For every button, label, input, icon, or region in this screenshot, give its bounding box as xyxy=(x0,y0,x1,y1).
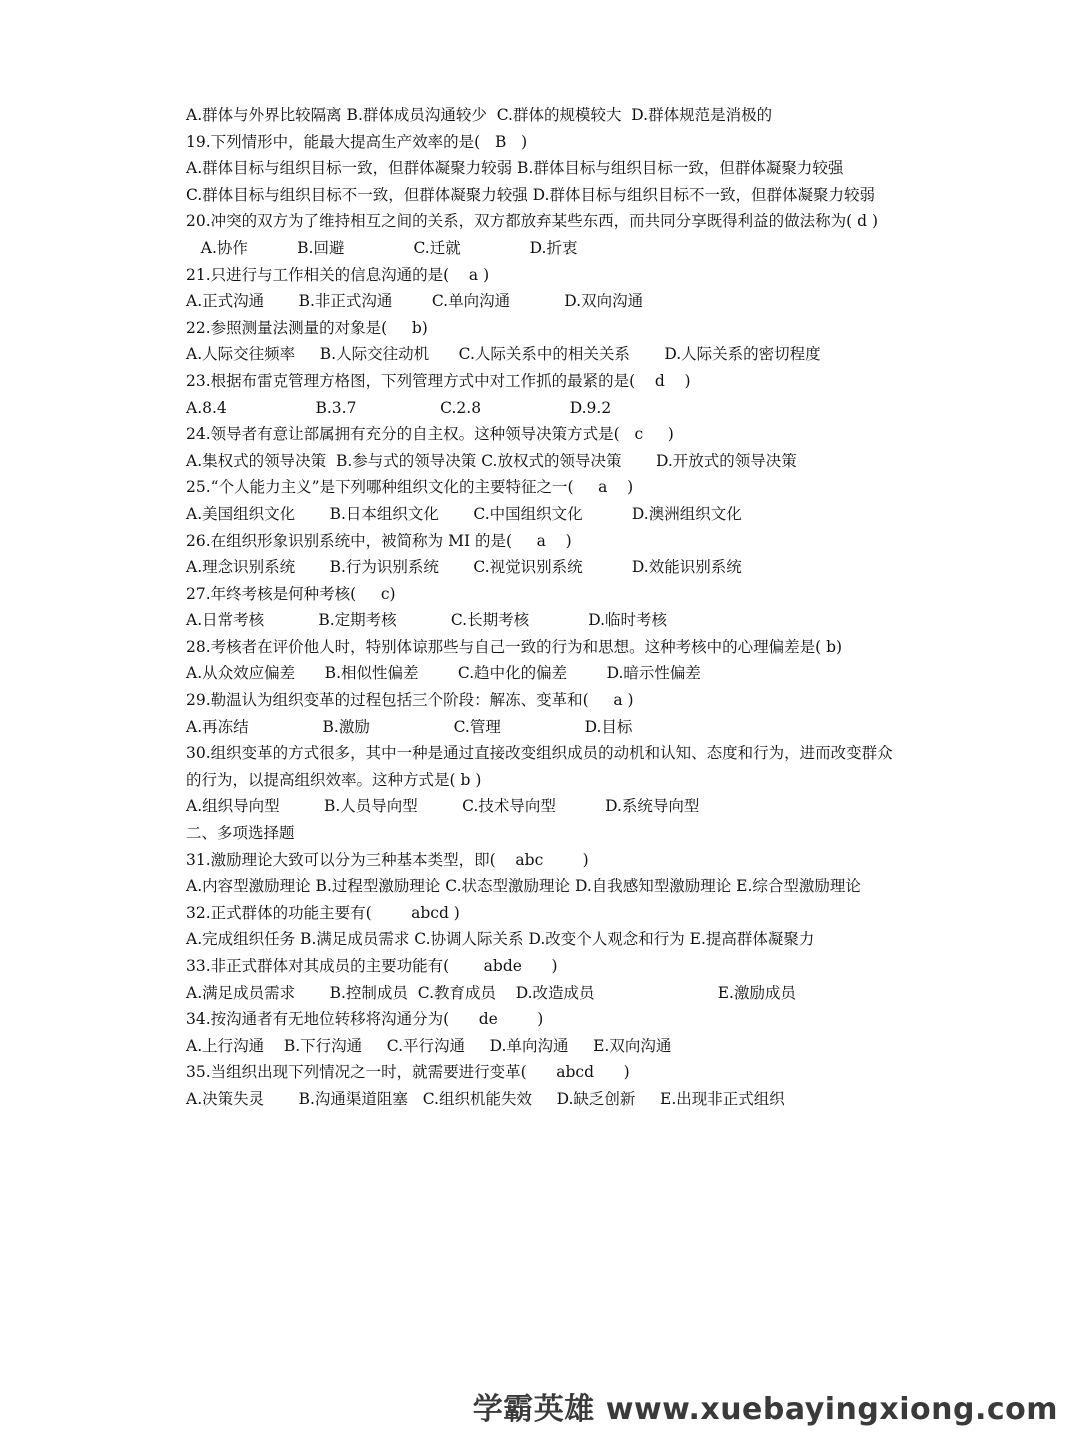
text-line: A.满足成员需求 B.控制成员 C.教育成员 D.改造成员 E.激励成员 xyxy=(186,983,796,1002)
text-line: A.上行沟通 B.下行沟通 C.平行沟通 D.单向沟通 E.双向沟通 xyxy=(186,1036,672,1055)
question-29: 29.勒温认为组织变革的过程包括三个阶段：解冻、变革和( a ) xyxy=(186,691,634,710)
document-body xyxy=(186,102,906,1113)
question-33: 33.非正式群体对其成员的主要功能有( abde ) xyxy=(186,957,558,975)
question-30: 30.组织变革的方式很多，其中一种是通过直接改变组织成员的动机和认知、态度和行为，进而改变群众的行为，以提高组织效率。这种方式是( b ) xyxy=(186,744,893,789)
text-line: A.再冻结 B.激励 C.管理 D.目标 xyxy=(186,717,633,736)
question-23: 23.根据布雷克管理方格图，下列管理方式中对工作抓的最紧的是( d ) xyxy=(186,371,691,390)
question-19: 19.下列情形中，能最大提高生产效率的是( B ) xyxy=(186,132,528,151)
text-line: A.组织导向型 B.人员导向型 C.技术导向型 D.系统导向型 xyxy=(186,797,700,816)
question-35: 35.当组织出现下列情况之一时，就需要进行变革( abcd ) xyxy=(186,1063,630,1082)
text-line: A.日常考核 B.定期考核 C.长期考核 D.临时考核 xyxy=(186,611,667,630)
watermark-logo: 学霸英雄 www.xuebayingxiong.com xyxy=(472,1392,1058,1427)
question-20: 20.冲突的双方为了维持相互之间的关系，双方都放弃某些东西，而共同分享既得利益的做法称为( d ) xyxy=(186,212,879,231)
text-line: A.协作 B.回避 C.迁就 D.折衷 xyxy=(186,238,578,257)
text-line: A.群体目标与组织目标一致，但群体凝聚力较弱 B.群体目标与组织目标一致，但群体凝聚力较强 xyxy=(186,159,844,178)
question-34: 34.按沟通者有无地位转移将沟通分为( de ) xyxy=(186,1010,544,1029)
text-line: A.群体与外界比较隔离 B.群体成员沟通较少 C.群体的规模较大 D.群体规范是消极的 xyxy=(186,106,773,124)
question-26: 26.在组织形象识别系统中，被简称为 MI 的是( a ) xyxy=(186,531,572,550)
question-25: 25.“个人能力主义”是下列哪种组织文化的主要特征之一( a ) xyxy=(186,478,634,497)
text-line: A.集权式的领导决策 B.参与式的领导决策 C.放权式的领导决策 D.开放式的领导决策 xyxy=(186,451,797,470)
text-line: A.8.4 B.3.7 C.2.8 D.9.2 xyxy=(186,398,612,417)
text-line: A.从众效应偏差 B.相似性偏差 C.趋中化的偏差 D.暗示性偏差 xyxy=(186,664,701,683)
question-31: 31.激励理论大致可以分为三种基本类型，即( abc ) xyxy=(186,850,589,869)
text-line: A.理念识别系统 B.行为识别系统 C.视觉识别系统 D.效能识别系统 xyxy=(186,558,742,577)
question-32: 32.正式群体的功能主要有( abcd ) xyxy=(186,903,460,922)
text-line: A.决策失灵 B.沟通渠道阻塞 C.组织机能失效 D.缺乏创新 E.出现非正式组织 xyxy=(186,1089,785,1108)
question-24: 24.领导者有意让部属拥有充分的自主权。这种领导决策方式是( c ) xyxy=(186,425,674,444)
question-22: 22.参照测量法测量的对象是( b) xyxy=(186,318,428,337)
text-line: A.完成组织任务 B.满足成员需求 C.协调人际关系 D.改变个人观念和行为 E.提高群体凝聚力 xyxy=(186,930,815,949)
text-line: A.人际交往频率 B.人际交往动机 C.人际关系中的相关关系 D.人际关系的密切程度 xyxy=(186,345,821,364)
text-line: C.群体目标与组织目标不一致，但群体凝聚力较强 D.群体目标与组织目标不一致，但群体凝聚力较弱 xyxy=(186,185,875,204)
section-heading: 二、多项选择题 xyxy=(186,824,295,843)
question-27: 27.年终考核是何种考核( c) xyxy=(186,584,396,603)
text-line: A.内容型激励理论 B.过程型激励理论 C.状态型激励理论 D.自我感知型激励理论 E.综合型激励理论 xyxy=(186,877,861,896)
text-line: A.正式沟通 B.非正式沟通 C.单向沟通 D.双向沟通 xyxy=(186,292,644,311)
question-28: 28.考核者在评价他人时，特别体谅那些与自己一致的行为和思想。这种考核中的心理偏差是( b) xyxy=(186,637,843,656)
question-21: 21.只进行与工作相关的信息沟通的是( a ) xyxy=(186,265,490,284)
text-line: A.美国组织文化 B.日本组织文化 C.中国组织文化 D.澳洲组织文化 xyxy=(186,504,742,523)
